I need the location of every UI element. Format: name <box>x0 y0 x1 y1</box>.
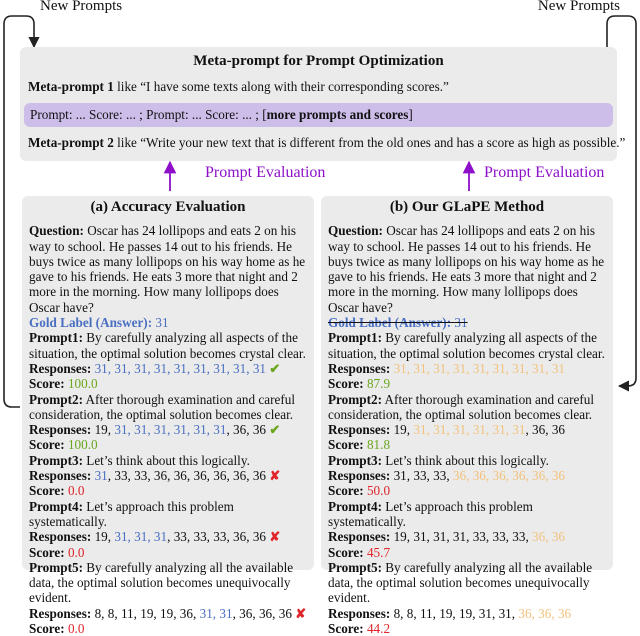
score-value: 81.8 <box>366 437 391 453</box>
prompt-block <box>328 453 606 499</box>
responses-consistent: 36, 36, 36, 36, 36, 36 <box>452 468 566 484</box>
prompt-score-pairs-more: more prompts and scores <box>266 107 409 122</box>
prompt-block <box>29 560 307 636</box>
responses-label: Responses: <box>29 468 92 484</box>
check-icon: ✔ <box>269 360 281 376</box>
score-value: 0.0 <box>67 544 85 560</box>
score-label: Score: <box>328 376 364 392</box>
responses-consistent: 36, 36, 36 <box>518 605 572 621</box>
responses-label: Responses: <box>328 422 391 438</box>
responses-other: , 33, 33, 33, 36, 36 <box>167 529 267 545</box>
cross-icon: ✘ <box>269 468 281 484</box>
prompt-label: Prompt3: <box>29 452 83 468</box>
score-label: Score: <box>328 437 364 453</box>
responses-other: , 33, 33, 36, 36, 36, 36, 36, 36 <box>107 468 267 484</box>
score-value: 45.7 <box>366 544 391 560</box>
responses-label: Responses: <box>29 529 92 545</box>
question-text: Oscar has 24 lollipops and eats 2 on his way to school. He passes 14 out to his friends. He buys twice as many lollipops on his way home as he gave to his friends. He eats 3 more that night and 2 more in the morning. How many lollipops does Oscar have? <box>328 223 605 315</box>
new-prompts-label-left: New Prompts <box>40 0 123 14</box>
responses-other: , 36, 36 <box>226 422 267 438</box>
question-text: Oscar has 24 lollipops and eats 2 on his way to school. He passes 14 out to his friends. He buys twice as many lollipops on his way home as he gave to his friends. He eats 3 more that night and 2 more in the morning. How many lollipops does Oscar have? <box>29 223 306 315</box>
prompt-block <box>328 499 606 560</box>
meta-prompt-2-label: Meta-prompt 2 <box>28 135 114 150</box>
meta-prompt-title: Meta-prompt for Prompt Optimization <box>193 53 444 69</box>
score-value: 50.0 <box>366 483 391 499</box>
score-value: 0.0 <box>67 483 85 499</box>
responses-other: 19, <box>393 422 414 438</box>
responses-other: 19, <box>94 422 115 438</box>
score-value: 100.0 <box>67 437 98 453</box>
responses-correct: 31, 31, 31, 31, 31, 31, 31, 31, 31 <box>94 360 267 376</box>
prompt-text: After thorough examination and careful consideration, the optimal solution becomes clear. <box>29 391 295 422</box>
responses-correct: 31 <box>94 468 108 484</box>
responses-other: 31, 33, 33, <box>393 468 453 484</box>
score-value: 100.0 <box>67 376 98 392</box>
score-label: Score: <box>328 544 364 560</box>
prompt-score-pairs <box>24 103 613 127</box>
responses-other: 19, <box>94 529 115 545</box>
responses-correct: 31, 31 <box>199 605 233 621</box>
prompt-text: After thorough examination and careful consideration, the optimal solution becomes clear. <box>328 391 594 422</box>
gold-label-value: 31 <box>454 315 468 331</box>
prompt-label: Prompt5: <box>328 559 382 575</box>
gold-label-text: Gold Label (Answer): <box>29 315 153 331</box>
prompt-text: Let’s approach this problem systematically. <box>328 498 533 529</box>
prompt-block <box>29 499 307 560</box>
responses-label: Responses: <box>29 605 92 621</box>
responses-label: Responses: <box>328 360 391 376</box>
new-prompts-label-right: New Prompts <box>537 0 620 14</box>
prompt-block <box>29 392 307 453</box>
prompt-text: By carefully analyzing all the available data, the optimal solution becomes unequivocally evident. <box>328 559 593 606</box>
prompt-text: Let’s think about this logically. <box>381 452 549 468</box>
prompt-score-pairs-text: Prompt: ... Score: ... ; Prompt: ... Score: ... ; [ <box>30 107 267 122</box>
score-label: Score: <box>29 437 65 453</box>
cross-icon: ✘ <box>269 529 281 545</box>
prompt-label: Prompt1: <box>328 330 382 346</box>
question <box>328 223 606 315</box>
question <box>29 223 307 315</box>
responses-other: 8, 8, 11, 19, 19, 31, 31, <box>393 605 519 621</box>
prompt-block <box>328 392 606 453</box>
prompt-text: By carefully analyzing all aspects of the situation, the optimal solution becomes crystal clear. <box>29 330 306 361</box>
cross-icon: ✘ <box>295 605 307 621</box>
score-value: 0.0 <box>67 621 85 636</box>
panel-title: (b) Our GLaPE Method <box>389 199 545 215</box>
meta-prompt-1-text: like “I have some texts along with their corresponding scores.” <box>113 79 449 94</box>
question-label: Question: <box>29 223 84 239</box>
prompt-score-pairs-end: ] <box>408 107 413 122</box>
prompt-label: Prompt3: <box>328 452 382 468</box>
prompt-block <box>29 330 307 391</box>
score-label: Score: <box>29 376 65 392</box>
glape-method-panel <box>321 196 613 636</box>
responses-other: , 36, 36, 36 <box>232 605 292 621</box>
responses-other: 19, 31, 31, 31, 33, 33, 33, <box>393 529 533 545</box>
check-icon: ✔ <box>269 422 281 438</box>
responses-label: Responses: <box>29 422 92 438</box>
responses-label: Responses: <box>29 360 92 376</box>
prompt-text: By carefully analyzing all aspects of the situation, the optimal solution becomes crystal clear. <box>328 330 605 361</box>
score-label: Score: <box>328 483 364 499</box>
responses-consistent: 36, 36 <box>532 529 566 545</box>
prompt-block <box>29 453 307 499</box>
score-value: 44.2 <box>366 621 391 636</box>
prompt-evaluation-label-left: Prompt Evaluation <box>205 164 326 181</box>
responses-label: Responses: <box>328 529 391 545</box>
prompt-evaluation-label-right: Prompt Evaluation <box>484 164 605 181</box>
prompt-block <box>328 330 606 391</box>
gold-label-struck <box>328 315 606 330</box>
prompt-label: Prompt1: <box>29 330 83 346</box>
responses-other: 8, 8, 11, 19, 19, 36, <box>94 605 200 621</box>
score-label: Score: <box>29 483 65 499</box>
responses-correct: 31, 31, 31, 31, 31, 31 <box>114 422 227 438</box>
question-label: Question: <box>328 223 383 239</box>
meta-prompt-1 <box>28 79 609 95</box>
prompt-label: Prompt2: <box>328 391 382 407</box>
prompt-label: Prompt4: <box>29 498 83 514</box>
prompt-label: Prompt5: <box>29 559 83 575</box>
meta-prompt-2-text: like “Write your new text that is different from the old ones and has a score as high as possible.” <box>113 135 626 150</box>
prompt-text: Let’s approach this problem systematically. <box>29 498 234 529</box>
prompt-label: Prompt2: <box>29 391 83 407</box>
responses-label: Responses: <box>328 605 391 621</box>
responses-label: Responses: <box>328 468 391 484</box>
gold-label <box>29 315 307 330</box>
score-label: Score: <box>29 621 65 636</box>
responses-other: , 36, 36 <box>525 422 566 438</box>
meta-prompt-1-label: Meta-prompt 1 <box>28 79 114 94</box>
score-label: Score: <box>328 621 364 636</box>
meta-prompt-box <box>20 47 626 161</box>
responses-consistent: 31, 31, 31, 31, 31, 31, 31, 31, 31 <box>393 360 566 376</box>
panel-title: (a) Accuracy Evaluation <box>90 199 246 215</box>
accuracy-evaluation-panel <box>22 196 314 636</box>
meta-prompt-2 <box>28 135 626 151</box>
gold-label-value: 31 <box>155 315 169 331</box>
responses-correct: 31, 31, 31 <box>114 529 168 545</box>
score-label: Score: <box>29 544 65 560</box>
gold-label-text: Gold Label (Answer): <box>328 315 452 331</box>
prompt-block <box>328 560 606 636</box>
prompt-label: Prompt4: <box>328 498 382 514</box>
prompt-text: By carefully analyzing all the available data, the optimal solution becomes unequivocally evident. <box>29 559 294 606</box>
responses-consistent: 31, 31, 31, 31, 31, 31 <box>413 422 526 438</box>
prompt-text: Let’s think about this logically. <box>82 452 250 468</box>
score-value: 87.9 <box>366 376 391 392</box>
